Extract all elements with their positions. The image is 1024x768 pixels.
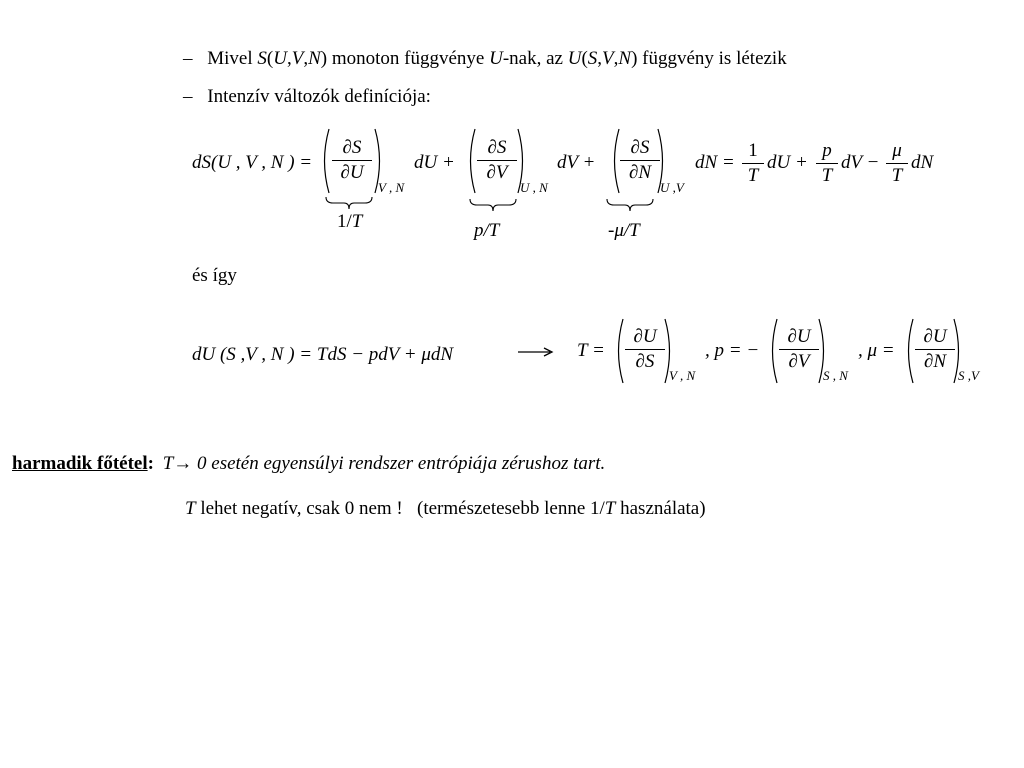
paren-left [320, 128, 330, 194]
note-T: T [185, 498, 196, 519]
underbrace-2 [469, 198, 517, 214]
partial-U-over-N: ∂U ∂N [915, 326, 955, 373]
sub-UV: U ,V [660, 180, 684, 195]
bullet-text-part: , [613, 48, 619, 69]
dU-plus-2: dU + [767, 152, 808, 173]
mu-eq: , μ = [858, 340, 895, 361]
bullet-text-part: N [308, 48, 321, 69]
partial-U-over-S: ∂U ∂S [625, 326, 665, 373]
bullet-text-part: ( [266, 48, 274, 69]
note-end: használata) [615, 498, 706, 519]
bullet-text-part: V [291, 48, 304, 69]
sub-VN: V , N [378, 180, 405, 195]
bullet-text-part: N [618, 48, 632, 69]
partial-S-over-N: ∂S ∂N [620, 137, 660, 184]
partial-U-over-V: ∂U ∂V [779, 326, 819, 373]
sub-SV: S ,V [958, 368, 979, 383]
bullet-text-part: -nak, az [502, 48, 568, 69]
dV-minus: dV − [841, 152, 880, 173]
underbrace-label-2: p/T [474, 220, 500, 241]
bullet-text-part: Mivel [207, 48, 258, 69]
note-rest: lehet negatív, csak 0 nem ! (természetesebb lenne 1/ [195, 498, 605, 519]
paren-left [610, 128, 620, 194]
bullet-text-part: U [489, 48, 503, 69]
sub-UN: U , N [520, 180, 548, 195]
underbrace-label-3: -μ/T [608, 220, 640, 241]
paren-left [614, 318, 624, 384]
bullet-text-part: Intenzív változók definíciója: [207, 86, 431, 107]
sub-SN: S , N [823, 368, 848, 383]
es-igy: és így [192, 265, 237, 286]
T-eq: T = [577, 340, 605, 361]
partial-S-over-V: ∂S ∂V [477, 137, 517, 184]
underbrace-label-part: T [351, 211, 363, 232]
underbrace-label-1 [337, 211, 362, 233]
sub-VN-2: V , N [669, 368, 696, 383]
bullet-dash: – [183, 86, 193, 107]
paren-left [904, 318, 914, 384]
paren-left [466, 128, 476, 194]
eq2-lhs: dU (S ,V , N ) = TdS − pdV + μdN [192, 344, 454, 365]
dV-plus: dV + [557, 152, 596, 173]
dN: dN [911, 152, 934, 173]
bullet-text-part: ) függvény is létezik [631, 48, 787, 69]
paren-left [768, 318, 778, 384]
third-law-colon: : [147, 453, 154, 474]
dU-plus: dU + [414, 152, 455, 173]
frac-mu-over-T: μ T [886, 140, 908, 187]
bullet-1 [183, 48, 787, 70]
third-law-label: harmadik főtétel [12, 453, 148, 474]
bullet-2-text [207, 86, 431, 107]
underbrace-3 [606, 198, 654, 214]
bullet-text-part: , [286, 48, 292, 69]
underbrace-1 [325, 196, 373, 212]
bullet-dash: – [183, 48, 193, 69]
third-law-note [185, 498, 706, 520]
partial-S-over-U: ∂S ∂U [332, 137, 372, 184]
bullet-text-part: , [303, 48, 309, 69]
bullet-text-part: U [567, 48, 582, 69]
bullet-text-part: V [602, 48, 614, 69]
arrow-right-icon [518, 346, 554, 358]
eq1-lhs: dS(U , V , N ) = [192, 152, 313, 173]
p-eq: , p = − [705, 340, 760, 361]
dN-eq: dN = [695, 152, 735, 173]
bullet-text-part: U [273, 48, 287, 69]
bullet-2 [183, 86, 431, 108]
bullet-text-part: S [257, 48, 267, 69]
note-T2: T [604, 498, 616, 519]
bullet-1-text [207, 48, 786, 69]
frac-p-over-T: p T [816, 140, 838, 187]
bullet-text-part: ( [581, 48, 588, 69]
bullet-text-part: , [597, 48, 603, 69]
third-law-statement: T→ 0 esetén egyensúlyi rendszer entrópiája zérushoz tart. [162, 453, 606, 474]
bullet-text-part: S [587, 48, 598, 69]
underbrace-label-part: 1/ [337, 211, 352, 232]
frac-1-over-T: 1 T [742, 140, 764, 187]
bullet-text-part: ) monoton függvénye [320, 48, 490, 69]
third-law-line [12, 453, 605, 475]
